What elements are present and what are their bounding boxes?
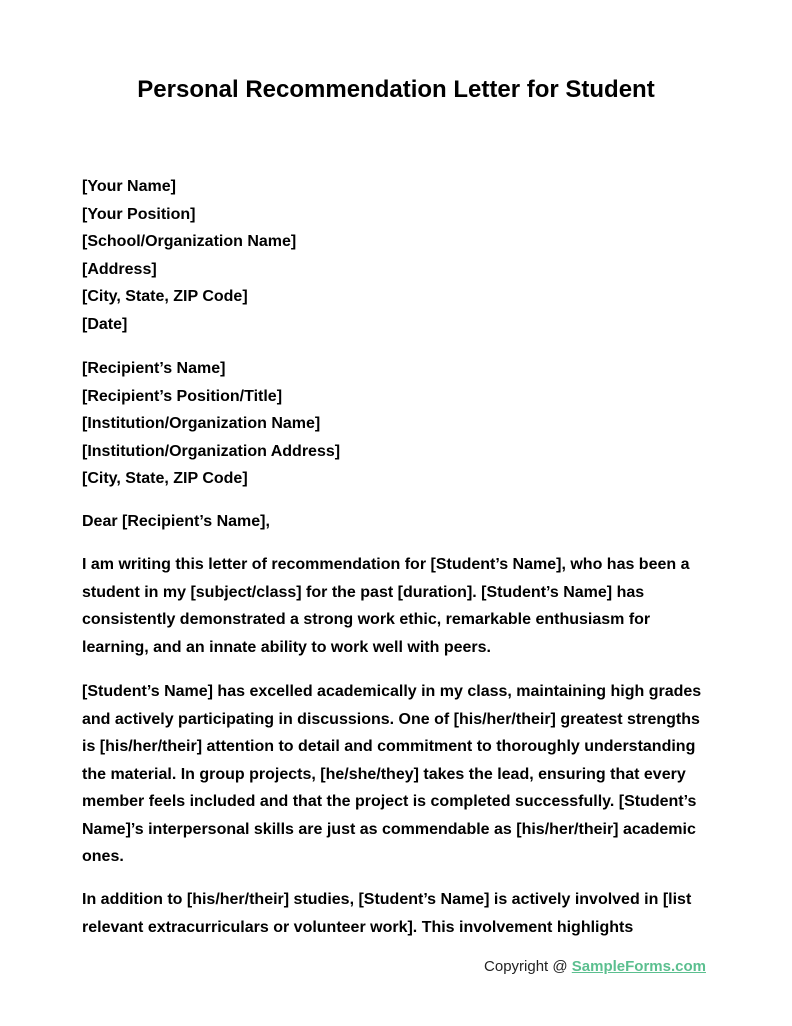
recipient-city: [City, State, ZIP Code] [82, 470, 248, 487]
sender-address: [Address] [82, 260, 157, 278]
paragraph-3: In addition to [his/her/their] studies, [Student’s Name] is actively involved in [list relevant extracurriculars or volunteer work]. This involvement highlights [82, 891, 692, 936]
sender-city: [City, State, ZIP Code] [82, 288, 248, 305]
sampleforms-link[interactable]: SampleForms.com [571, 958, 706, 975]
paragraph-1: I am writing this letter of recommendation for [Student’s Name], who has been a student in my [subject/class] for the past [duration]. [Student’s Name] has consistently demonstrated a strong work ethic, remarkable enthusiasm for learning, and an innate ability to work well with peers. [82, 556, 690, 656]
salutation: Dear [Recipient’s Name], [82, 513, 270, 530]
recipient-block [82, 355, 712, 493]
recipient-address: [Institution/Organization Address] [82, 442, 341, 460]
recipient-position: [Recipient’s Position/Title] [82, 387, 283, 405]
sender-organization: [School/Organization Name] [82, 233, 297, 250]
recipient-name: [Recipient’s Name] [82, 360, 226, 377]
sender-date: [Date] [82, 315, 128, 333]
recipient-organization: [Institution/Organization Name] [82, 415, 321, 432]
footer [484, 958, 706, 975]
sender-position: [Your Position] [82, 205, 196, 223]
sender-block [82, 173, 712, 338]
document-title: Personal Recommendation Letter for Student [137, 76, 655, 103]
copyright-text: Copyright @ [484, 958, 572, 975]
sender-name: [Your Name] [82, 178, 176, 195]
paragraph-2: [Student’s Name] has excelled academically in my class, maintaining high grades and actively participating in discussions. One of [his/her/their] greatest strengths is [his/her/their] attention to detail and commitment to thoroughly understanding the material. In group projects, [he/she/they] takes the lead, ensuring that every member feels included and that the project is completed successfully. [Student’s Name]’s interpersonal skills are just as commendable as [his/her/their] academic ones. [82, 683, 702, 865]
